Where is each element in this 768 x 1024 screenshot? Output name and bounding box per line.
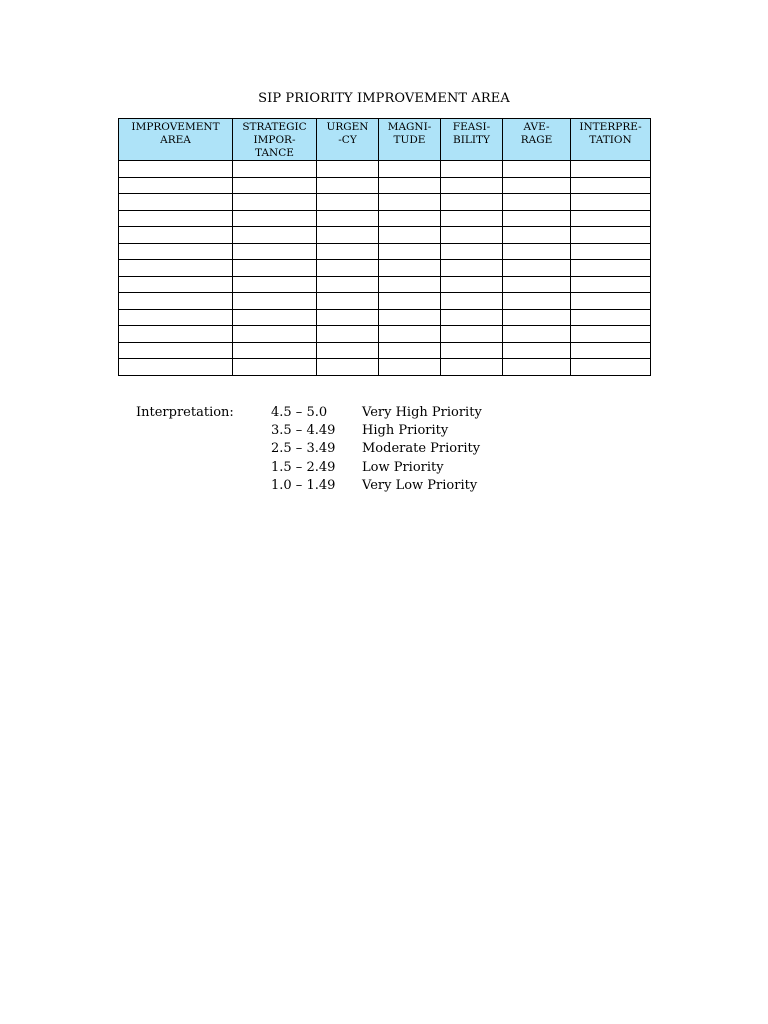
- priority-table: [118, 118, 651, 376]
- table-cell: [379, 177, 441, 194]
- table-cell: [441, 309, 503, 326]
- table-cell: [503, 342, 571, 359]
- table-cell: [317, 260, 379, 277]
- table-cell: [503, 326, 571, 343]
- table-row: [119, 227, 651, 244]
- table-cell: [441, 276, 503, 293]
- table-cell: [571, 194, 651, 211]
- table-cell: [441, 260, 503, 277]
- table-cell: [317, 177, 379, 194]
- column-header-magnitude: [379, 119, 441, 161]
- table-row: [119, 276, 651, 293]
- table-cell: [233, 309, 317, 326]
- table-cell: [503, 210, 571, 227]
- header-line: FEASI-: [452, 121, 491, 133]
- table-cell: [119, 227, 233, 244]
- table-row: [119, 243, 651, 260]
- header-line: IMPOR-: [253, 134, 296, 146]
- table-cell: [119, 359, 233, 376]
- table-cell: [571, 243, 651, 260]
- table-cell: [379, 260, 441, 277]
- table-cell: [571, 161, 651, 178]
- table-cell: [441, 359, 503, 376]
- table-cell: [119, 210, 233, 227]
- table-cell: [503, 227, 571, 244]
- interpretation-label: Interpretation:: [136, 405, 234, 420]
- header-line: URGEN: [326, 121, 369, 133]
- column-header-improvement-area: [119, 119, 233, 161]
- table-cell: [441, 177, 503, 194]
- table-cell: [317, 194, 379, 211]
- table-cell: [233, 227, 317, 244]
- table-cell: [233, 326, 317, 343]
- table-row: [119, 161, 651, 178]
- header-line: BILITY: [453, 134, 490, 146]
- table-cell: [503, 359, 571, 376]
- table-cell: [233, 161, 317, 178]
- table-row: [119, 342, 651, 359]
- table-cell: [317, 243, 379, 260]
- table-cell: [379, 243, 441, 260]
- table-cell: [379, 359, 441, 376]
- legend-description: Very High Priority: [362, 405, 482, 420]
- table-row: [119, 293, 651, 310]
- table-cell: [379, 227, 441, 244]
- table-cell: [317, 342, 379, 359]
- legend-range: 1.5 – 2.49: [271, 459, 336, 475]
- table-header-row: [119, 119, 651, 161]
- column-header-feasibility: [441, 119, 503, 161]
- table-cell: [119, 293, 233, 310]
- legend-description: Low Priority: [362, 459, 444, 475]
- table-cell: [233, 293, 317, 310]
- column-header-strategic-importance: [233, 119, 317, 161]
- table-cell: [233, 359, 317, 376]
- table-cell: [503, 293, 571, 310]
- legend-range: 1.0 – 1.49: [271, 477, 336, 493]
- table-cell: [441, 243, 503, 260]
- table-cell: [317, 161, 379, 178]
- table-cell: [233, 194, 317, 211]
- table-cell: [503, 161, 571, 178]
- legend-row-very-high: [271, 404, 482, 422]
- table-cell: [571, 326, 651, 343]
- table-cell: [571, 342, 651, 359]
- table-cell: [317, 359, 379, 376]
- header-line: -CY: [338, 134, 357, 146]
- table-cell: [317, 309, 379, 326]
- table-cell: [317, 210, 379, 227]
- table-cell: [317, 326, 379, 343]
- table-cell: [379, 276, 441, 293]
- header-line: TANCE: [255, 147, 294, 159]
- table-cell: [379, 342, 441, 359]
- table-cell: [379, 309, 441, 326]
- table-cell: [441, 326, 503, 343]
- table-cell: [119, 177, 233, 194]
- header-line: AVE-: [523, 121, 550, 133]
- table-row: [119, 260, 651, 277]
- table-cell: [233, 177, 317, 194]
- table-cell: [571, 293, 651, 310]
- table-cell: [503, 276, 571, 293]
- table-cell: [571, 177, 651, 194]
- table-cell: [571, 210, 651, 227]
- table-cell: [233, 243, 317, 260]
- legend-range: 4.5 – 5.0: [271, 405, 328, 420]
- legend-range: 3.5 – 4.49: [271, 423, 336, 439]
- column-header-average: [503, 119, 571, 161]
- table-cell: [233, 210, 317, 227]
- table-cell: [233, 276, 317, 293]
- table-cell: [317, 276, 379, 293]
- table-cell: [571, 309, 651, 326]
- table-cell: [571, 260, 651, 277]
- table-row: [119, 359, 651, 376]
- legend-range: 2.5 – 3.49: [271, 441, 336, 457]
- legend-description: Very Low Priority: [362, 477, 478, 493]
- header-line: TATION: [589, 134, 632, 146]
- header-line: INTERPRE-: [579, 121, 642, 133]
- table-cell: [119, 260, 233, 277]
- table-cell: [503, 177, 571, 194]
- table-cell: [503, 260, 571, 277]
- table-row: [119, 309, 651, 326]
- table-cell: [119, 326, 233, 343]
- table-cell: [441, 342, 503, 359]
- table-row: [119, 177, 651, 194]
- table-cell: [379, 210, 441, 227]
- legend-row-moderate: [271, 440, 480, 458]
- table-row: [119, 194, 651, 211]
- table-cell: [441, 161, 503, 178]
- table-cell: [119, 243, 233, 260]
- table-body: [119, 161, 651, 376]
- table-row: [119, 210, 651, 227]
- header-line: RAGE: [520, 134, 553, 146]
- column-header-urgency: [317, 119, 379, 161]
- header-line: STRATEGIC: [242, 121, 307, 133]
- table-cell: [441, 227, 503, 244]
- table-cell: [503, 309, 571, 326]
- legend-row-low: [271, 459, 444, 477]
- page-title: SIP PRIORITY IMPROVEMENT AREA: [258, 91, 510, 106]
- table-cell: [317, 293, 379, 310]
- table-cell: [441, 293, 503, 310]
- table-row: [119, 326, 651, 343]
- table-cell: [317, 227, 379, 244]
- table-cell: [571, 359, 651, 376]
- table-cell: [233, 260, 317, 277]
- table-cell: [379, 293, 441, 310]
- legend-row-high: [271, 422, 448, 440]
- table-cell: [233, 342, 317, 359]
- legend-row-very-low: [271, 477, 477, 495]
- table-cell: [379, 194, 441, 211]
- table-cell: [119, 342, 233, 359]
- header-line: MAGNI-: [387, 121, 432, 133]
- table-cell: [119, 309, 233, 326]
- header-line: TUDE: [393, 134, 426, 146]
- table-cell: [441, 210, 503, 227]
- legend-description: High Priority: [362, 423, 449, 439]
- table-cell: [503, 243, 571, 260]
- table-cell: [379, 161, 441, 178]
- table-cell: [119, 194, 233, 211]
- column-header-interpretation: [571, 119, 651, 161]
- table-cell: [571, 227, 651, 244]
- table-cell: [503, 194, 571, 211]
- table-cell: [571, 276, 651, 293]
- table-cell: [119, 161, 233, 178]
- table-cell: [119, 276, 233, 293]
- header-line: AREA: [160, 134, 191, 146]
- table-cell: [379, 326, 441, 343]
- header-line: IMPROVEMENT: [131, 121, 220, 133]
- table-cell: [441, 194, 503, 211]
- legend-description: Moderate Priority: [362, 441, 481, 457]
